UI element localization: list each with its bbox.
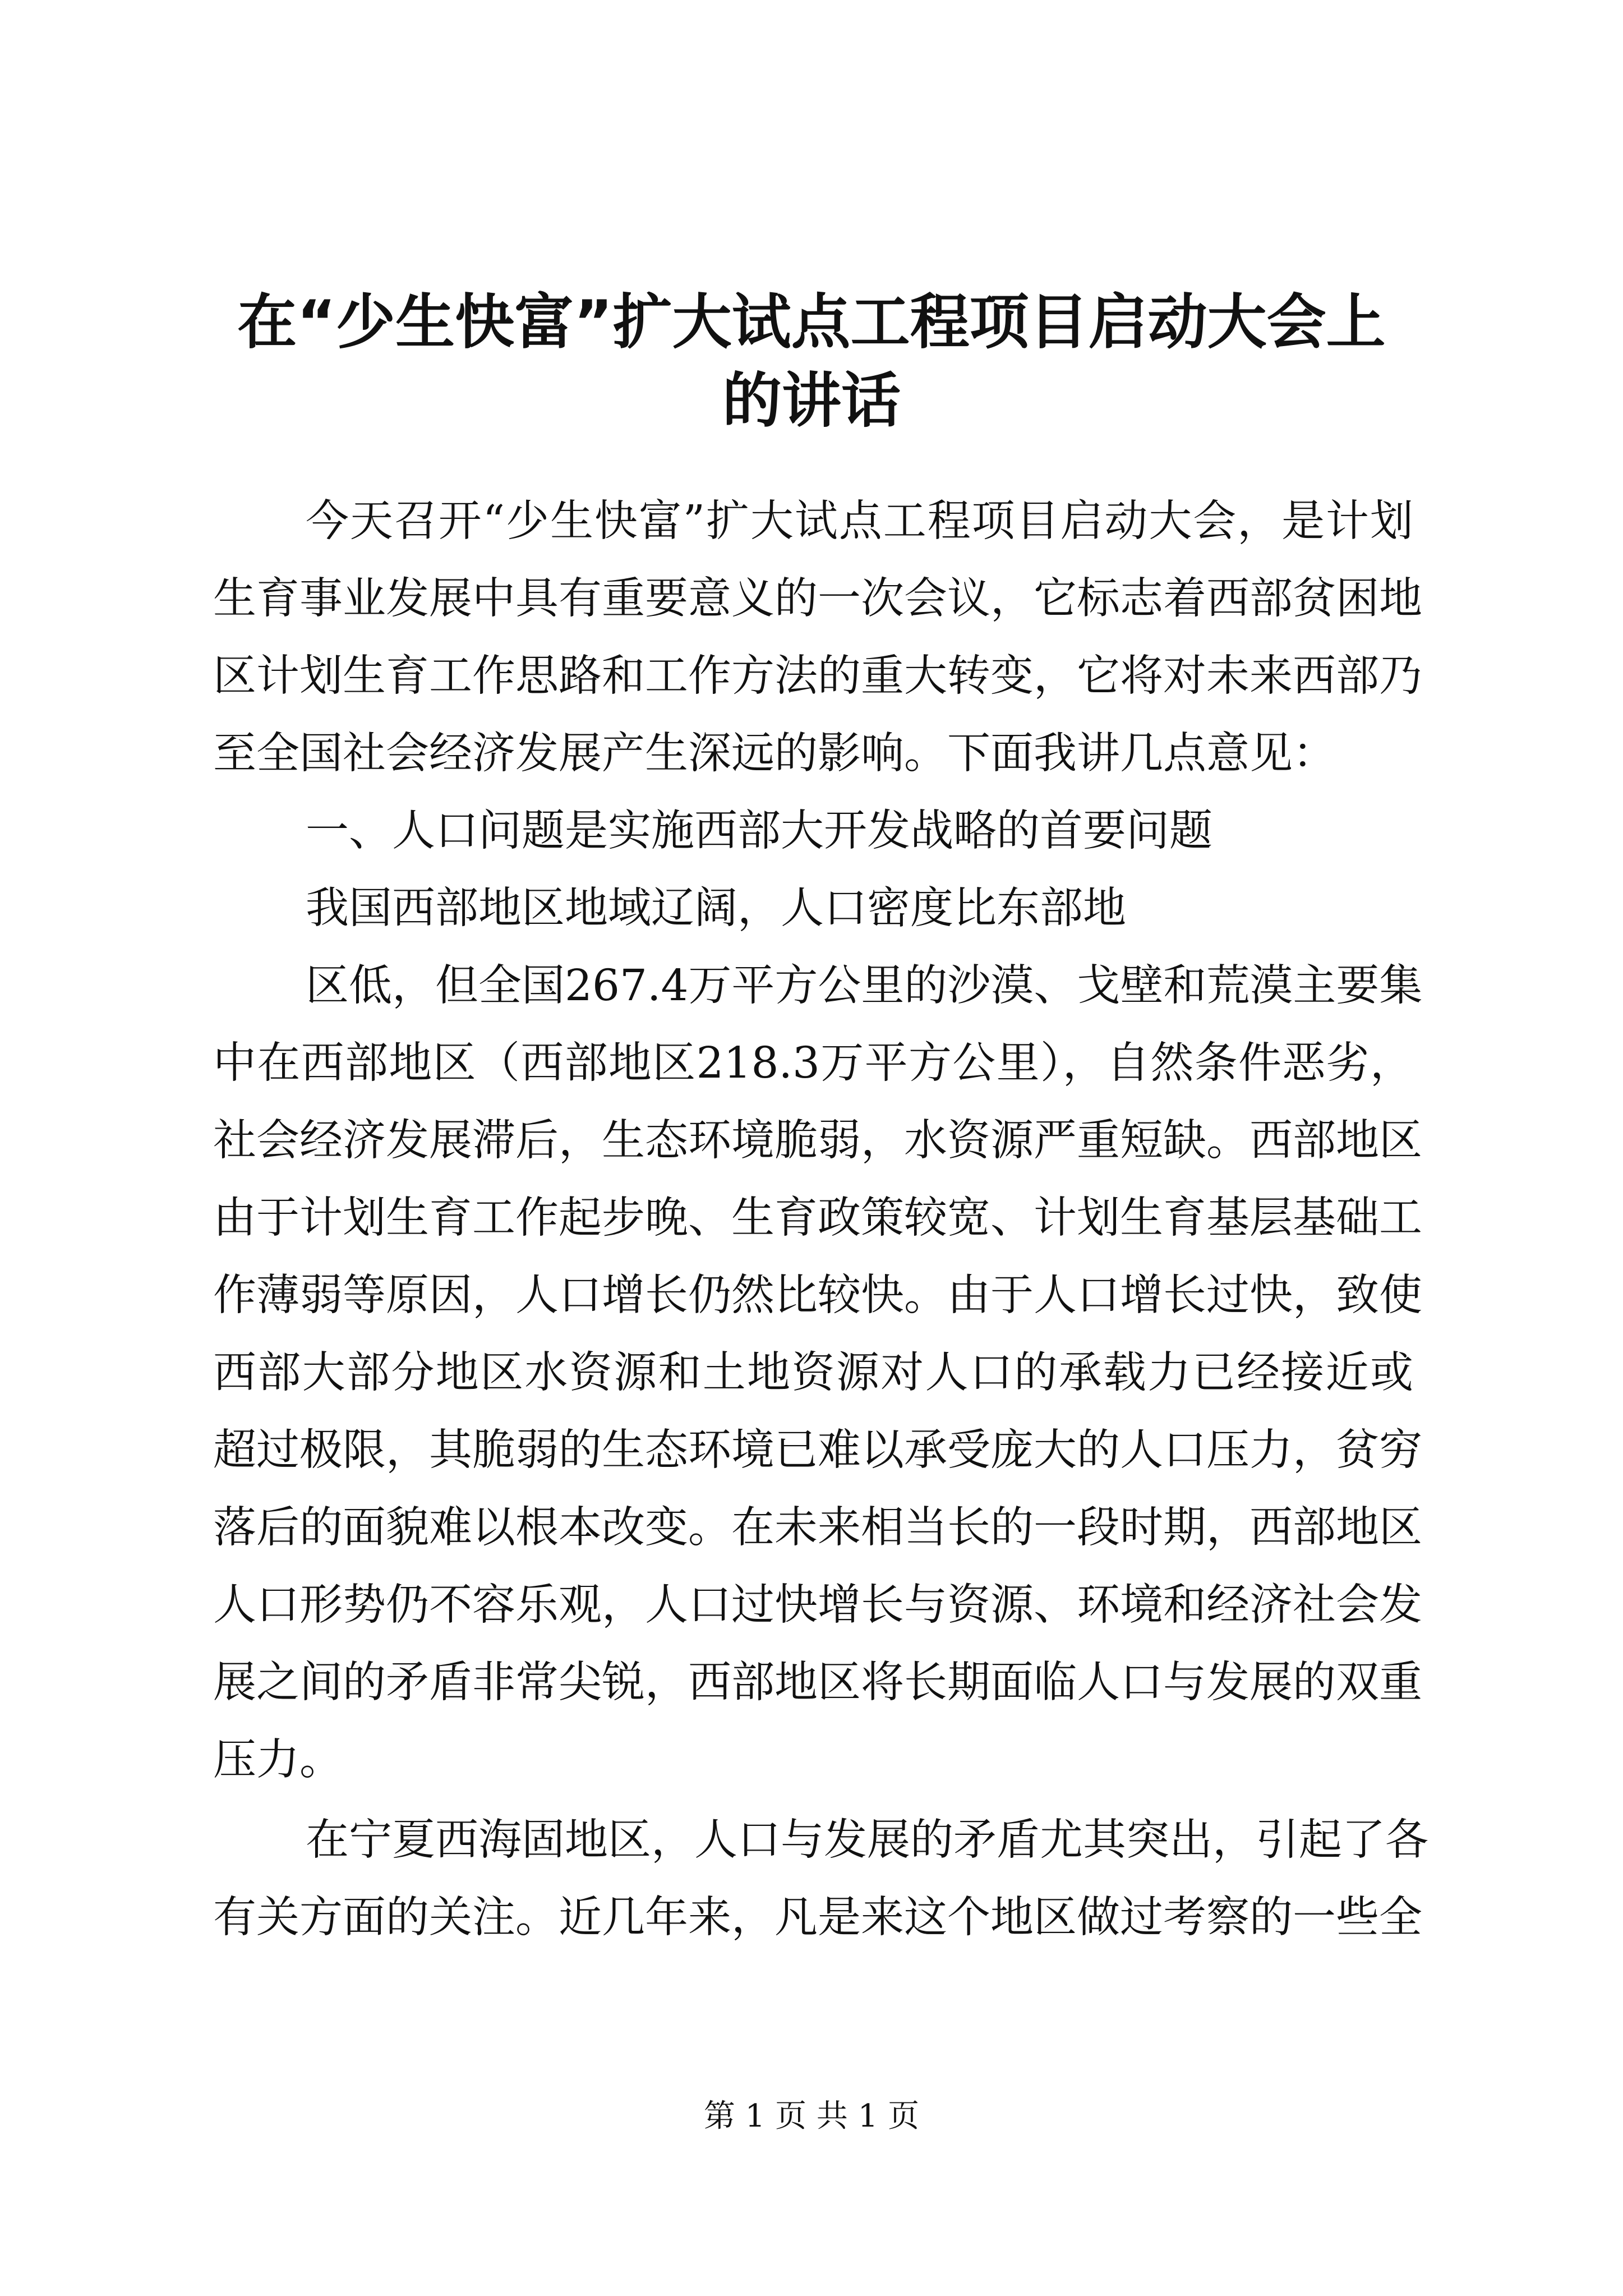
section-heading: 一、人口问题是实施西部大开发战略的首要问题 (306, 806, 1212, 856)
body-line: 由于计划生育工作起步晚、生育政策较宽、计划生育基层基础工 (213, 1193, 1422, 1243)
body-line: 今天召开“少生快富”扩大试点工程项目启动大会，是计划 (306, 496, 1413, 546)
body-line: 中在西部地区（西部地区218.3万平方公里），自然条件恶劣， (213, 1038, 1413, 1088)
body-line: 我国西部地区地域辽阔，人口密度比东部地 (306, 884, 1126, 933)
body-line: 至全国社会经济发展产生深远的影响。下面我讲几点意见： (213, 729, 1336, 779)
body-line: 落后的面貌难以根本改变。在未来相当长的一段时期，西部地区 (213, 1503, 1422, 1553)
body-line: 生育事业发展中具有重要意义的一次会议，它标志着西部贫困地 (213, 574, 1422, 624)
body-line: 社会经济发展滞后，生态环境脆弱，水资源严重短缺。西部地区 (213, 1116, 1422, 1166)
body-line: 人口形势仍不容乐观，人口过快增长与资源、环境和经济社会发 (213, 1580, 1422, 1630)
body-line: 超过极限，其脆弱的生态环境已难以承受庞大的人口压力，贫穷 (213, 1425, 1422, 1475)
body-line: 在宁夏西海固地区，人口与发展的矛盾尤其突出，引起了各 (306, 1815, 1428, 1865)
document-title-line-1: 在“少生快富”扩大试点工程项目启动大会上 (237, 288, 1386, 357)
document-title-line-2: 的讲话 (722, 366, 901, 435)
body-line: 展之间的矛盾非常尖锐，西部地区将长期面临人口与发展的双重 (213, 1658, 1422, 1708)
body-line: 有关方面的关注。近几年来，凡是来这个地区做过考察的一些全 (213, 1893, 1422, 1943)
body-line: 作薄弱等原因，人口增长仍然比较快。由于人口增长过快，致使 (213, 1271, 1422, 1320)
body-line: 区低，但全国267.4万平方公里的沙漠、戈壁和荒漠主要集 (306, 961, 1423, 1011)
body-line: 压力。 (213, 1735, 343, 1785)
page-number-footer: 第 1 页 共 1 页 (703, 2098, 920, 2134)
body-line: 区计划生育工作思路和工作方法的重大转变，它将对未来西部乃 (213, 651, 1422, 701)
body-line: 西部大部分地区水资源和土地资源对人口的承载力已经接近或 (213, 1348, 1413, 1398)
